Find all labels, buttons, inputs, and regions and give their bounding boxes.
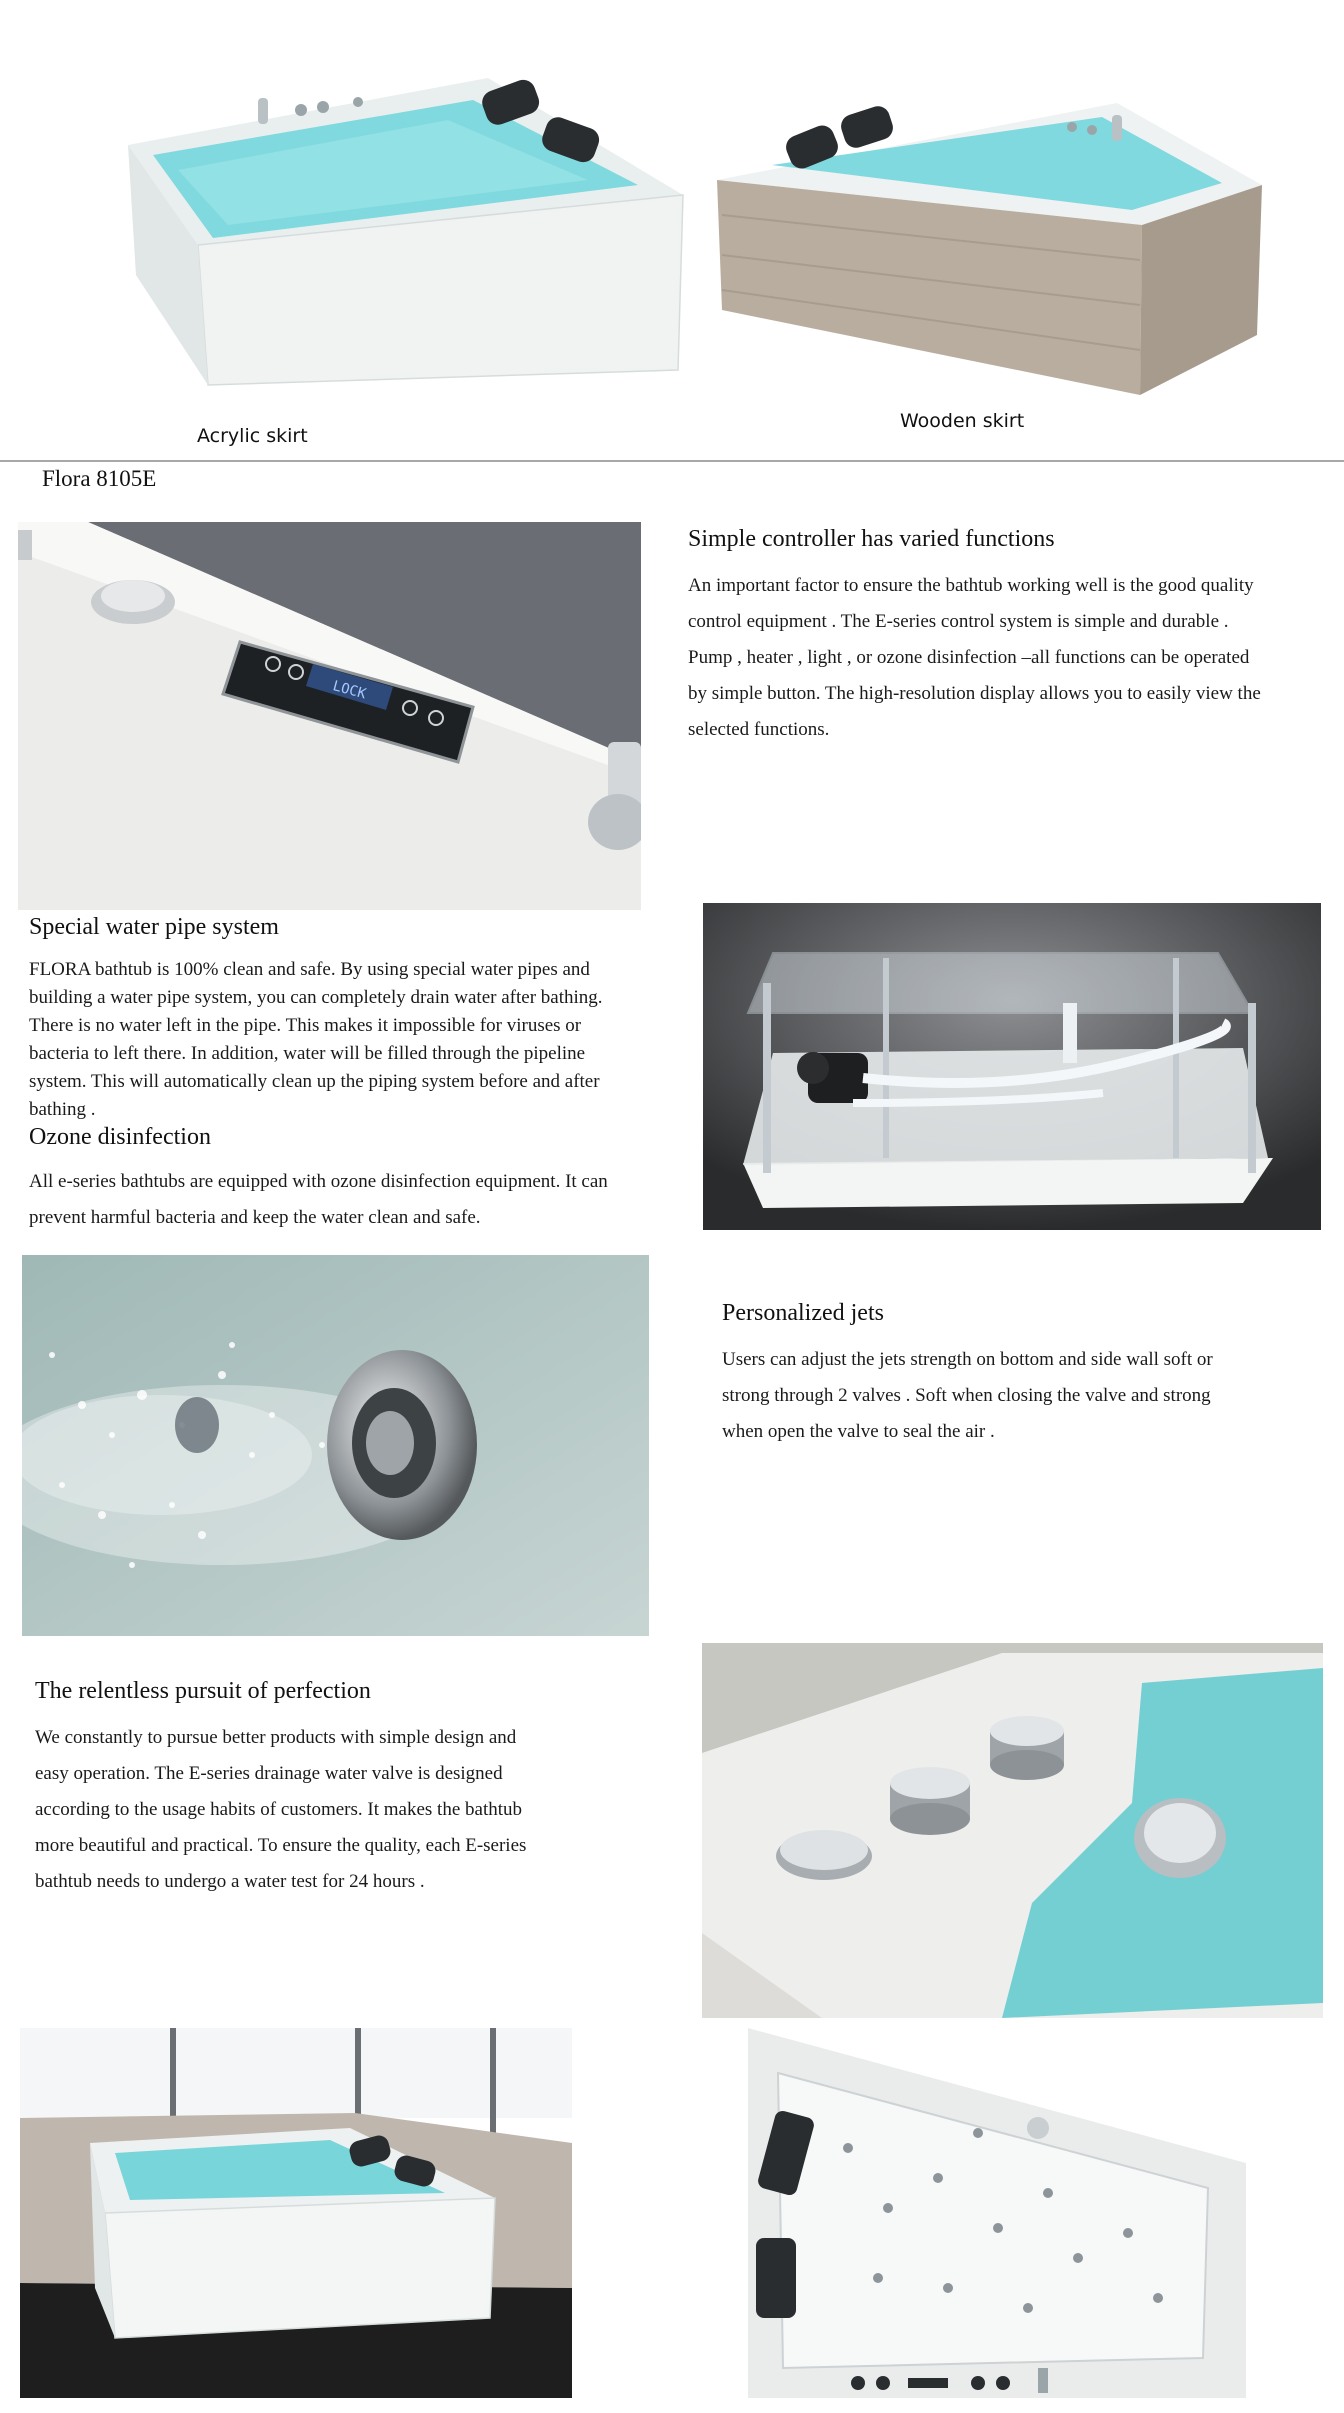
perfection-heading: The relentless pursuit of perfection xyxy=(35,1678,371,1704)
perfection-text xyxy=(35,1720,675,1900)
corner-bathtub-room-image xyxy=(20,2028,572,2398)
perfection-line: easy operation. The E-series drainage water valve is designed xyxy=(35,1763,503,1784)
transparent-pipe-model-image xyxy=(703,903,1321,1230)
jets-text xyxy=(722,1342,1322,1450)
acrylic-skirt-bathtub-image xyxy=(118,60,688,390)
drainage-valve-image xyxy=(702,1643,1323,2018)
pipe-line: FLORA bathtub is 100% clean and safe. By using special water pipes and xyxy=(29,959,590,980)
controller-line: Pump , heater , light , or ozone disinfection –all functions can be operated xyxy=(688,647,1250,668)
section-divider xyxy=(0,460,1344,462)
perfection-line: bathtub needs to undergo a water test for 24 hours . xyxy=(35,1871,425,1892)
jets-heading: Personalized jets xyxy=(722,1300,884,1326)
controller-line: selected functions. xyxy=(688,719,830,740)
jet-nozzle-image xyxy=(22,1255,649,1636)
controller-heading: Simple controller has varied functions xyxy=(688,526,1055,552)
acrylic-skirt-caption: Acrylic skirt xyxy=(197,425,308,447)
pipe-text xyxy=(29,956,679,1124)
ozone-line: All e-series bathtubs are equipped with ozone disinfection equipment. It can xyxy=(29,1171,608,1192)
bathtub-top-view-image xyxy=(748,2028,1246,2398)
perfection-line: according to the usage habits of customers. It makes the bathtub xyxy=(35,1799,523,1820)
pipe-heading: Special water pipe system xyxy=(29,914,279,940)
perfection-line: We constantly to pursue better products with simple design and xyxy=(35,1727,517,1748)
jets-line: Users can adjust the jets strength on bottom and side wall soft or xyxy=(722,1349,1213,1370)
controller-text xyxy=(688,568,1328,748)
controller-panel-image xyxy=(18,522,641,910)
wooden-skirt-bathtub-image xyxy=(712,95,1267,400)
controller-display-text: LOCK xyxy=(330,678,368,703)
ozone-line: prevent harmful bacteria and keep the water clean and safe. xyxy=(29,1207,481,1228)
jets-line: when open the valve to seal the air . xyxy=(722,1421,995,1442)
pipe-line: There is no water left in the pipe. This makes it impossible for viruses or xyxy=(29,1015,582,1036)
model-name: Flora 8105E xyxy=(42,466,157,491)
pipe-line: bathing . xyxy=(29,1099,96,1120)
pipe-line: building a water pipe system, you can completely drain water after bathing. xyxy=(29,987,603,1008)
controller-line: control equipment . The E-series control system is simple and durable . xyxy=(688,611,1229,632)
wooden-skirt-caption: Wooden skirt xyxy=(900,410,1025,432)
ozone-heading: Ozone disinfection xyxy=(29,1124,211,1150)
perfection-line: more beautiful and practical. To ensure the quality, each E-series xyxy=(35,1835,527,1856)
pipe-line: system. This will automatically clean up the piping system before and after xyxy=(29,1071,600,1092)
ozone-text xyxy=(29,1164,679,1236)
controller-line: An important factor to ensure the bathtub working well is the good quality xyxy=(688,575,1254,596)
pipe-line: bacteria to left there. In addition, water will be filled through the pipeline xyxy=(29,1043,586,1064)
controller-line: by simple button. The high-resolution display allows you to easily view the xyxy=(688,683,1261,704)
jets-line: strong through 2 valves . Soft when closing the valve and strong xyxy=(722,1385,1211,1406)
